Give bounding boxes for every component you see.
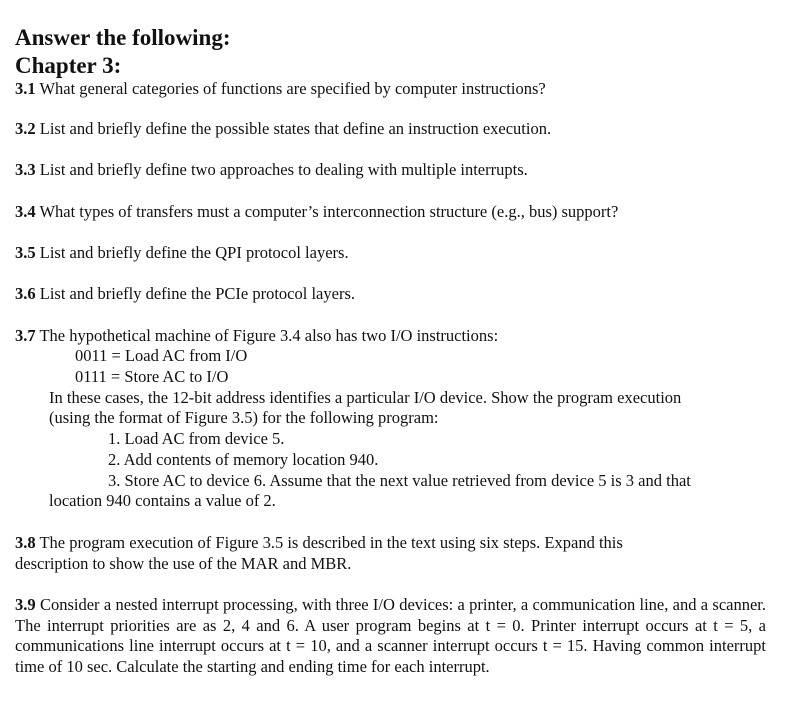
question-number: 3.4 bbox=[15, 202, 36, 221]
question-3-1 bbox=[15, 79, 546, 99]
question-3-3 bbox=[15, 160, 528, 180]
page-title: Answer the following: bbox=[15, 25, 231, 50]
question-text: The hypothetical machine of Figure 3.4 also has two I/O instructions: bbox=[39, 326, 499, 345]
question-text: Consider a nested interrupt processing, with three I/O devices: a printer, a communication line, and a scanner. The interrupt priorities are as 2, 4 and 6. A user program begins at t = 0. Printer interrupt occurs at t = 5, a communications line interrupt occurs at t = 10, and a scanner interrupt occurs t = 15. Having common interrupt time of 10 sec. Calculate the starting and ending time for each interrupt. bbox=[15, 595, 767, 676]
question-3-8 bbox=[15, 533, 623, 553]
question-number: 3.2 bbox=[15, 119, 36, 138]
program-step-2: 2. Add contents of memory location 940. bbox=[108, 450, 379, 469]
question-number: 3.3 bbox=[15, 160, 36, 179]
question-3-8-continued: description to show the use of the MAR and MBR. bbox=[15, 554, 352, 573]
question-number: 3.9 bbox=[15, 595, 36, 614]
program-step-3: 3. Store AC to device 6. Assume that the next value retrieved from device 5 is 3 and that bbox=[108, 471, 691, 490]
question-3-5 bbox=[15, 243, 349, 263]
question-text: List and briefly define the QPI protocol layers. bbox=[39, 243, 349, 262]
question-text: List and briefly define the PCIe protocol layers. bbox=[39, 284, 355, 303]
question-number: 3.8 bbox=[15, 533, 36, 552]
question-number: 3.5 bbox=[15, 243, 36, 262]
instruction-store-ac: 0111 = Store AC to I/O bbox=[75, 367, 229, 386]
program-step-1: 1. Load AC from device 5. bbox=[108, 429, 285, 448]
question-3-7-body: In these cases, the 12-bit address identifies a particular I/O device. Show the program execution bbox=[49, 388, 682, 407]
question-3-4 bbox=[15, 202, 618, 222]
chapter-heading: Chapter 3: bbox=[15, 53, 122, 78]
question-text: What types of transfers must a computer’s interconnection structure (e.g., bus) support? bbox=[39, 202, 619, 221]
question-number: 3.6 bbox=[15, 284, 36, 303]
question-3-7-body: (using the format of Figure 3.5) for the following program: bbox=[49, 408, 439, 427]
question-text: What general categories of functions are specified by computer instructions? bbox=[39, 79, 546, 98]
program-step-3-continued: location 940 contains a value of 2. bbox=[49, 491, 276, 510]
question-text: List and briefly define the possible states that define an instruction execution. bbox=[39, 119, 552, 138]
question-text: The program execution of Figure 3.5 is described in the text using six steps. Expand this bbox=[39, 533, 623, 552]
question-3-6 bbox=[15, 284, 355, 304]
question-3-2 bbox=[15, 119, 551, 139]
question-number: 3.1 bbox=[15, 79, 36, 98]
instruction-load-ac: 0011 = Load AC from I/O bbox=[75, 346, 248, 365]
question-3-9 bbox=[15, 595, 766, 677]
question-3-7 bbox=[15, 326, 498, 346]
question-number: 3.7 bbox=[15, 326, 36, 345]
question-text: List and briefly define two approaches to dealing with multiple interrupts. bbox=[39, 160, 528, 179]
